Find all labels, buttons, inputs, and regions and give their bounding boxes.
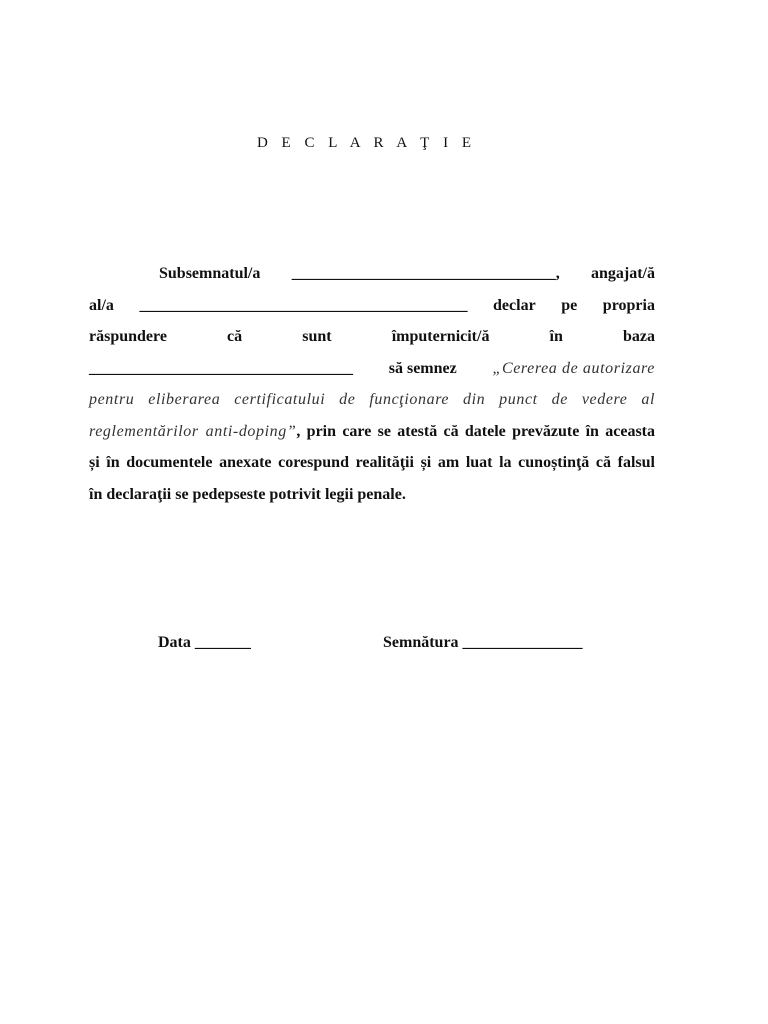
signature-field[interactable]: Semnătura _______________ [383, 634, 583, 651]
word-in: în [549, 328, 563, 345]
request-title-end: reglementărilor anti-doping” [89, 422, 297, 440]
paragraph-line-6 [89, 416, 655, 448]
word-ca: că [227, 328, 243, 345]
word-declar: declar [493, 296, 536, 314]
penalty-statement: în declaraţii se pedepseste potrivit legii penale. [89, 485, 406, 503]
employer-blank-field[interactable]: _________________________________________ [139, 296, 468, 314]
paragraph-line-5 [89, 384, 655, 416]
basis-blank-field[interactable]: _________________________________ [89, 359, 353, 377]
word-pe: pe [561, 296, 578, 314]
paragraph-line-8 [89, 479, 655, 511]
word-sunt: sunt [302, 328, 332, 345]
name-blank-field[interactable]: _________________________________, [291, 265, 560, 282]
attestation-text: , prin care se atestă că datele prevăzute în aceasta [296, 422, 655, 440]
of-label: al/a [89, 296, 114, 314]
subject-label: Subsemnatul/a [159, 265, 261, 282]
word-propria: propria [602, 296, 655, 314]
declaration-paragraph [89, 258, 655, 510]
request-title-middle: pentru eliberarea certificatului de funcţionare din punct de vedere al [89, 391, 655, 408]
sign-text: să semnez [388, 359, 457, 377]
reality-statement: și în documentele anexate corespund realităţii și am luat la cunoștinţă că falsul [89, 454, 655, 471]
paragraph-line-4 [89, 353, 655, 385]
line-6-content [89, 416, 655, 448]
paragraph-line-1 [89, 258, 655, 290]
paragraph-line-3 [89, 321, 655, 353]
paragraph-line-2 [89, 290, 655, 322]
date-field[interactable]: Data _______ [158, 634, 251, 651]
employee-label: angajat/ă [591, 265, 655, 282]
word-imputernicit: împuternicit/ă [391, 328, 490, 345]
paragraph-line-7 [89, 447, 655, 479]
document-title: D E C L A R A Ţ I E [256, 135, 477, 151]
word-baza: baza [622, 328, 655, 345]
request-title-start: „Cererea de autorizare [492, 359, 655, 377]
word-raspundere: răspundere [89, 328, 167, 345]
